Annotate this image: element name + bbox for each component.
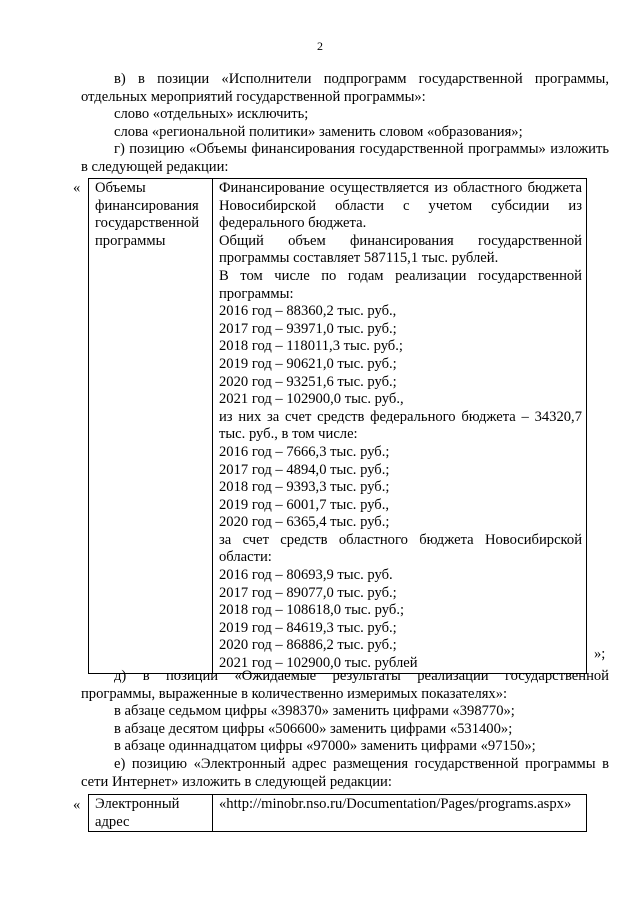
paragraph-e: е) позицию «Электронный адрес размещения государственной программы в сети Интернет» изложить в следующей редакции:: [81, 755, 609, 790]
funding-line: 2017 год – 4894,0 тыс. руб.;: [219, 461, 390, 478]
paragraph-g: г) позицию «Объемы финансирования государственной программы» изложить в следующей редакции:: [81, 141, 609, 175]
page-number: 2: [317, 39, 323, 53]
paragraph-replace-words: слова «региональной политики» заменить словом «образования»;: [114, 123, 523, 140]
table2-open-quote: «: [73, 797, 81, 813]
paragraph-abzac-7: в абзаце седьмом цифры «398370» заменить цифрами «398770»;: [114, 703, 515, 720]
paragraph-v: в) в позиции «Исполнители подпрограмм государственной программы, отдельных мероприятий государственной программы»:: [81, 71, 609, 105]
funding-line: 2016 год – 88360,2 тыс. руб.,: [219, 303, 397, 320]
web-address-label-cell: Электронный адрес: [89, 795, 213, 832]
funding-line: 2017 год – 93971,0 тыс. руб.;: [219, 320, 397, 337]
funding-line: 2021 год – 102900,0 тыс. рублей: [219, 655, 418, 672]
paragraph-d: д) в позиции «Ожидаемые результаты реализации государственной программы, выраженные в количественно измеримых показателях»:: [81, 668, 609, 702]
paragraph-abzac-10: в абзаце десятом цифры «506600» заменить цифрами «531400»;: [114, 720, 513, 737]
table1-open-quote: «: [73, 180, 81, 196]
funding-details-cell: [213, 179, 587, 674]
funding-line: 2020 год – 6365,4 тыс. руб.;: [219, 514, 390, 531]
funding-line: Общий объем финансирования государственной программы составляет 587115,1 тыс. рублей.: [219, 232, 582, 267]
funding-line: 2019 год – 6001,7 тыс. руб.,: [219, 496, 390, 513]
web-address-value-cell: «http://minobr.nso.ru/Documentation/Pages/programs.aspx»: [213, 795, 587, 832]
funding-line: 2018 год – 9393,3 тыс. руб.;: [219, 479, 390, 496]
funding-table: [88, 178, 587, 674]
paragraph-abzac-11: в абзаце одиннадцатом цифры «97000» заменить цифрами «97150»;: [114, 738, 536, 755]
funding-line: 2016 год – 80693,9 тыс. руб.: [219, 567, 393, 584]
funding-line: 2016 год – 7666,3 тыс. руб.;: [219, 443, 390, 460]
funding-line: 2017 год – 89077,0 тыс. руб.;: [219, 584, 397, 601]
funding-line: из них за счет средств федерального бюджета – 34320,7 тыс. руб., в том числе:: [219, 408, 582, 443]
funding-line: 2020 год – 86886,2 тыс. руб.;: [219, 637, 397, 654]
funding-line: Финансирование осуществляется из областного бюджета Новосибирской области с учетом субсидии из федерального бюджета.: [219, 180, 582, 232]
funding-line: 2018 год – 118011,3 тыс. руб.;: [219, 338, 403, 355]
funding-line: 2019 год – 84619,3 тыс. руб.;: [219, 619, 397, 636]
funding-line: за счет средств областного бюджета Новосибирской области:: [219, 531, 582, 566]
middle-block: [81, 668, 609, 791]
web-address-table: [88, 794, 587, 832]
funding-line: 2021 год – 102900,0 тыс. руб.,: [219, 391, 404, 408]
paragraph-exclude-word: слово «отдельных» исключить;: [114, 106, 309, 123]
funding-line: 2019 год – 90621,0 тыс. руб.;: [219, 355, 397, 372]
funding-line: В том числе по годам реализации государственной программы:: [219, 267, 582, 302]
funding-label-cell: Объемы финансирования государственной программы: [89, 179, 213, 674]
funding-line: 2018 год – 108618,0 тыс. руб.;: [219, 602, 405, 619]
intro-block: [81, 71, 609, 177]
table1-close-quote: »;: [594, 646, 606, 662]
funding-line: 2020 год – 93251,6 тыс. руб.;: [219, 373, 397, 390]
